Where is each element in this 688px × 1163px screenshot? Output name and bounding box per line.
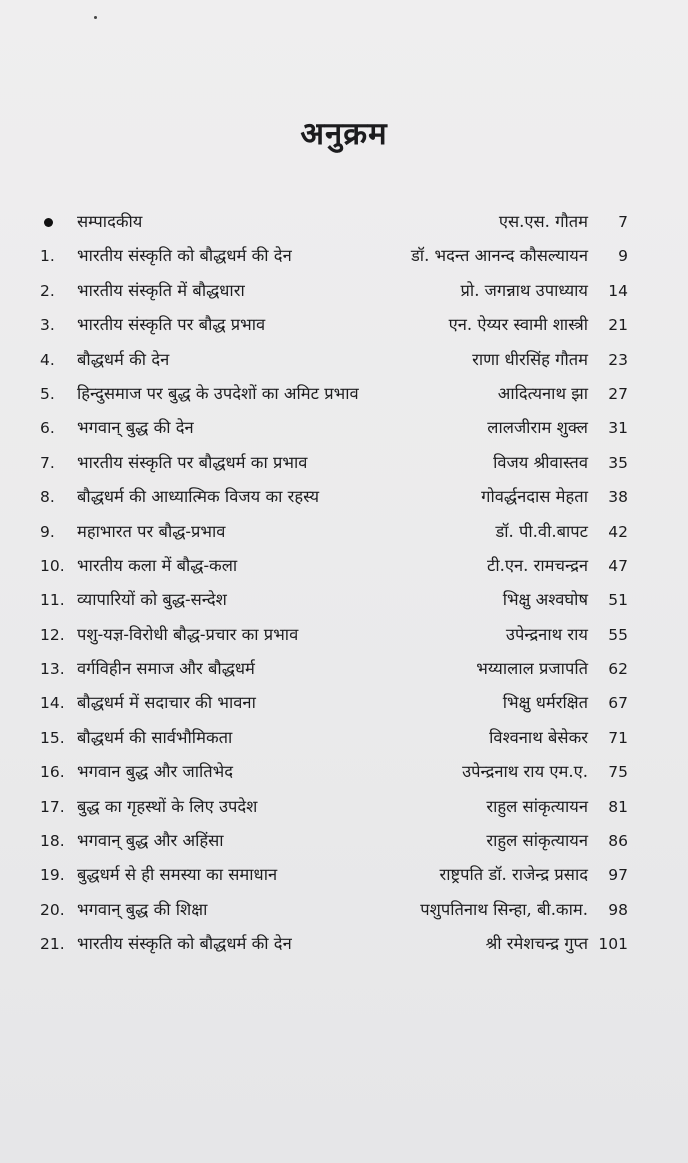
toc-row — [40, 239, 628, 273]
toc-entry-author: डॉ. भदन्त आनन्द कौसल्यायन — [410, 246, 588, 266]
toc-entry-author: श्री रमेशचन्द्र गुप्त — [485, 934, 588, 954]
toc-row — [40, 377, 628, 411]
toc-entry-page: 101 — [598, 935, 628, 954]
toc-row — [40, 618, 628, 652]
toc-row — [40, 893, 628, 927]
toc-entry-page: 86 — [608, 832, 628, 851]
toc-entry-author: भिक्षु अश्वघोष — [502, 590, 588, 610]
toc-entry-author: भिक्षु धर्मरक्षित — [502, 693, 588, 713]
toc-entry-title: भारतीय संस्कृति को बौद्धधर्म की देन — [77, 934, 292, 954]
ink-dot — [94, 16, 97, 19]
toc-entry-number: 21. — [40, 935, 65, 954]
toc-row — [40, 308, 628, 342]
toc-entry-title: भारतीय कला में बौद्ध-कला — [77, 555, 238, 575]
toc-entry-page: 81 — [608, 797, 628, 816]
toc-entry-title: भगवान् बुद्ध की देन — [77, 418, 194, 438]
toc-entry-author: विश्वनाथ बेसेकर — [489, 727, 588, 747]
toc-entry-number: 15. — [40, 728, 65, 747]
toc-entry-number: 2. — [40, 281, 55, 300]
toc-entry-number: 20. — [40, 900, 65, 919]
toc-row — [40, 652, 628, 686]
toc-entry-page: 97 — [608, 866, 628, 885]
bullet-icon — [44, 218, 53, 227]
toc-entry-author: लालजीराम शुक्ल — [487, 418, 588, 438]
toc-entry-page: 62 — [608, 660, 628, 679]
toc-entry-title: बौद्धधर्म की आध्यात्मिक विजय का रहस्य — [77, 487, 320, 507]
toc-entry-title: व्यापारियों को बुद्ध-सन्देश — [77, 590, 227, 610]
toc-entry-title: बुद्धधर्म से ही समस्या का समाधान — [77, 865, 278, 885]
toc-entry-number: 12. — [40, 625, 65, 644]
toc-entry-author: एस.एस. गौतम — [498, 212, 588, 231]
toc-entry-number: 16. — [40, 763, 65, 782]
toc-entry-number: 10. — [40, 556, 65, 575]
toc-row — [40, 446, 628, 480]
toc-entry-page: 71 — [608, 728, 628, 747]
table-of-contents — [40, 205, 628, 962]
toc-entry-page: 98 — [608, 900, 628, 919]
toc-entry-page: 14 — [608, 281, 628, 300]
toc-entry-title: भगवान् बुद्ध की शिक्षा — [77, 899, 208, 919]
toc-entry-page: 31 — [608, 419, 628, 438]
toc-row — [40, 755, 628, 789]
toc-entry-number: 5. — [40, 384, 55, 403]
toc-entry-author: उपेन्द्रनाथ राय — [505, 624, 588, 644]
toc-entry-page: 38 — [608, 488, 628, 507]
toc-entry-author: राष्ट्रपति डॉ. राजेन्द्र प्रसाद — [439, 865, 588, 885]
toc-entry-number: 19. — [40, 866, 65, 885]
toc-entry-title: हिन्दुसमाज पर बुद्ध के उपदेशों का अमिट प्रभाव — [77, 383, 359, 403]
toc-entry-page: 55 — [608, 625, 628, 644]
toc-entry-number: 14. — [40, 694, 65, 713]
toc-entry-number: 18. — [40, 832, 65, 851]
toc-entry-title: भारतीय संस्कृति पर बौद्ध प्रभाव — [77, 315, 266, 335]
toc-entry-page: 67 — [608, 694, 628, 713]
toc-entry-number: 13. — [40, 660, 65, 679]
toc-entry-title: भारतीय संस्कृति में बौद्धधारा — [77, 280, 245, 300]
toc-entry-author: गोवर्द्धनदास मेहता — [481, 487, 588, 507]
toc-entry-title: बौद्धधर्म की सार्वभौमिकता — [77, 727, 233, 747]
toc-entry-number: 1. — [40, 247, 55, 266]
toc-entry-title: बौद्धधर्म में सदाचार की भावना — [77, 693, 256, 713]
toc-entry-number: 4. — [40, 350, 55, 369]
toc-entry-title: बौद्धधर्म की देन — [77, 349, 170, 369]
toc-row — [40, 549, 628, 583]
toc-entry-title: पशु-यज्ञ-विरोधी बौद्ध-प्रचार का प्रभाव — [77, 624, 299, 644]
toc-row — [40, 411, 628, 445]
toc-entry-author: टी.एन. रामचन्द्रन — [487, 555, 588, 575]
toc-row — [40, 343, 628, 377]
toc-row — [40, 721, 628, 755]
toc-row — [40, 790, 628, 824]
toc-entry-author: राहुल सांकृत्यायन — [486, 831, 588, 851]
toc-entry-author: पशुपतिनाथ सिन्हा, बी.काम. — [420, 899, 588, 919]
toc-entry-author: विजय श्रीवास्तव — [493, 452, 588, 472]
toc-entry-title: सम्पादकीय — [77, 212, 143, 231]
toc-entry-title: महाभारत पर बौद्ध-प्रभाव — [77, 521, 226, 541]
toc-entry-page: 47 — [608, 556, 628, 575]
toc-entry-page: 23 — [608, 350, 628, 369]
toc-row — [40, 858, 628, 892]
toc-row-editorial — [40, 205, 628, 239]
toc-entry-page: 7 — [618, 213, 628, 231]
toc-entry-author: डॉ. पी.वी.बापट — [495, 521, 588, 541]
toc-entry-page: 42 — [608, 522, 628, 541]
toc-entry-number: 7. — [40, 453, 55, 472]
toc-row — [40, 274, 628, 308]
toc-entry-number: 11. — [40, 591, 65, 610]
toc-entry-page: 9 — [618, 247, 628, 266]
toc-entry-number: 9. — [40, 522, 55, 541]
toc-entry-page: 75 — [608, 763, 628, 782]
toc-entry-number: 17. — [40, 797, 65, 816]
toc-entry-page: 51 — [608, 591, 628, 610]
toc-entry-number: 3. — [40, 316, 55, 335]
toc-entry-number: 6. — [40, 419, 55, 438]
page-title: अनुक्रम — [300, 116, 388, 152]
toc-entry-author: एन. ऐय्यर स्वामी शास्त्री — [448, 315, 588, 335]
toc-entry-author: राणा धीरसिंह गौतम — [472, 349, 588, 369]
toc-entry-title: भगवान् बुद्ध और अहिंसा — [77, 831, 224, 851]
toc-row — [40, 480, 628, 514]
toc-entry-author: राहुल सांकृत्यायन — [486, 796, 588, 816]
toc-entry-author: आदित्यनाथ झा — [497, 383, 588, 403]
toc-row — [40, 824, 628, 858]
toc-entry-page: 21 — [608, 316, 628, 335]
toc-entry-number: 8. — [40, 488, 55, 507]
toc-entry-title: भारतीय संस्कृति पर बौद्धधर्म का प्रभाव — [77, 452, 308, 472]
toc-entry-page: 35 — [608, 453, 628, 472]
toc-entries — [40, 239, 628, 961]
toc-entry-page: 27 — [608, 384, 628, 403]
toc-entry-title: वर्गविहीन समाज और बौद्धधर्म — [77, 659, 255, 679]
toc-entry-author: उपेन्द्रनाथ राय एम.ए. — [462, 762, 588, 782]
toc-row — [40, 686, 628, 720]
toc-entry-title: बुद्ध का गृहस्थों के लिए उपदेश — [77, 796, 258, 816]
toc-row — [40, 583, 628, 617]
toc-row — [40, 515, 628, 549]
toc-entry-title: भगवान बुद्ध और जातिभेद — [77, 762, 234, 782]
toc-entry-title: भारतीय संस्कृति को बौद्धधर्म की देन — [77, 246, 292, 266]
toc-entry-author: भय्यालाल प्रजापति — [476, 659, 588, 679]
toc-entry-author: प्रो. जगन्नाथ उपाध्याय — [460, 280, 588, 300]
toc-row — [40, 927, 628, 961]
